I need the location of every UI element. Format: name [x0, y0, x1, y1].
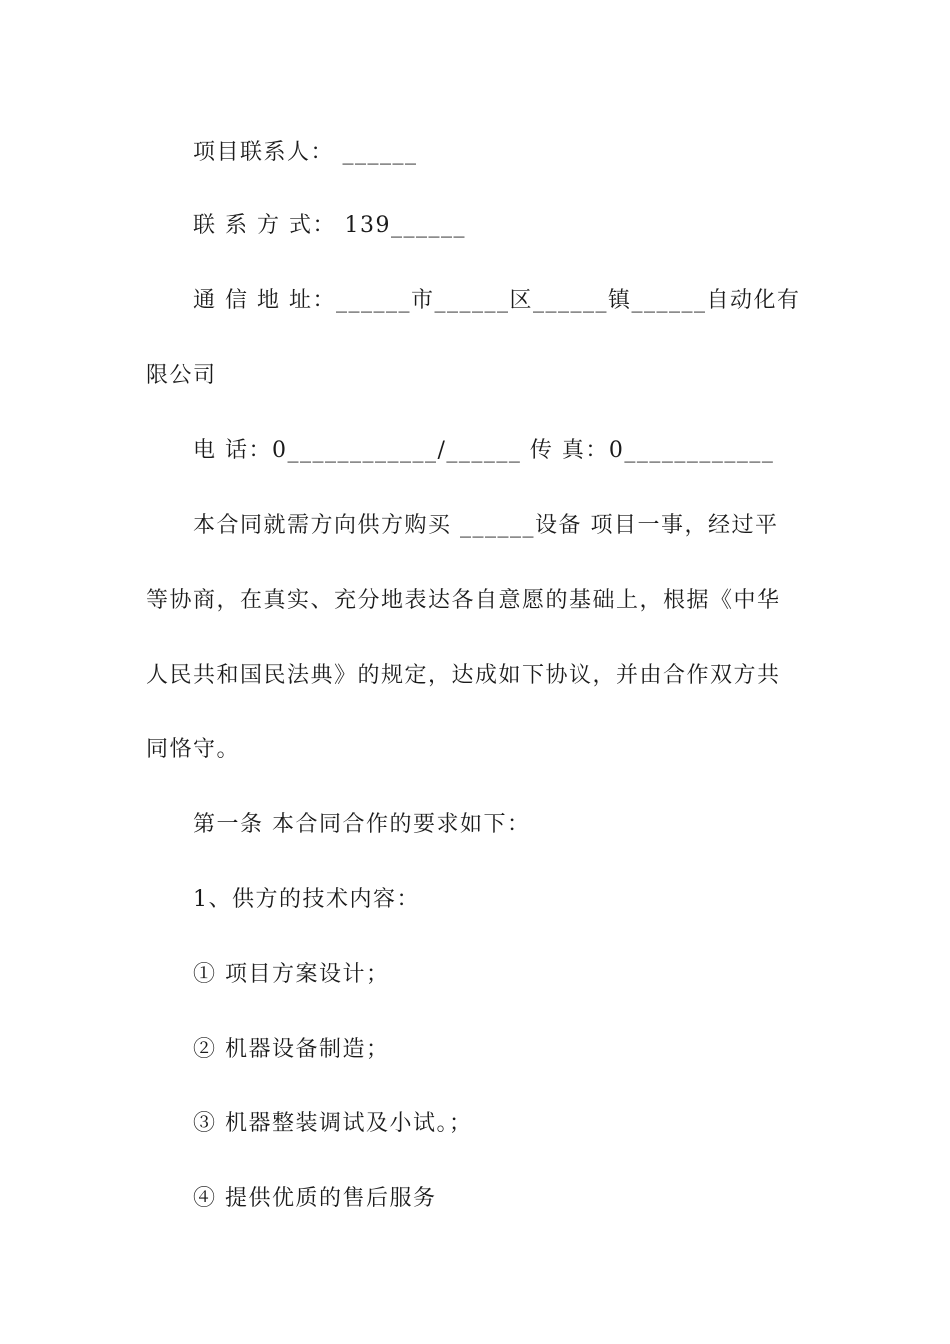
paragraph-line: 等协商，在真实、充分地表达各自意愿的基础上，根据《中华	[146, 588, 781, 613]
article-heading: 第一条 本合同合作的要求如下：	[193, 812, 531, 837]
paragraph-line: 本合同就需方向供方购买 ______设备 项目一事，经过平	[193, 513, 779, 538]
address-continuation-line: 限公司	[146, 363, 217, 388]
paragraph-line: 人民共和国民法典》的规定，达成如下协议，并由合作双方共	[146, 663, 781, 688]
list-item: ③ 机器整装调试及小试。；	[193, 1111, 473, 1136]
project-contact-line: 项目联系人： ______	[193, 140, 418, 165]
list-heading: 1、供方的技术内容：	[193, 887, 420, 912]
address-line: 通 信 地 址：______市______区______镇______自动化有	[193, 288, 801, 313]
phone-fax-line: 电 话：0____________/______ 传 真：0____________	[193, 438, 775, 463]
paragraph-line: 同恪守。	[146, 737, 241, 762]
list-item: ② 机器设备制造；	[193, 1037, 390, 1062]
list-item: ① 项目方案设计；	[193, 962, 390, 987]
list-item: ④ 提供优质的售后服务	[193, 1186, 437, 1211]
contact-method-line: 联 系 方 式： 139______	[193, 213, 466, 238]
